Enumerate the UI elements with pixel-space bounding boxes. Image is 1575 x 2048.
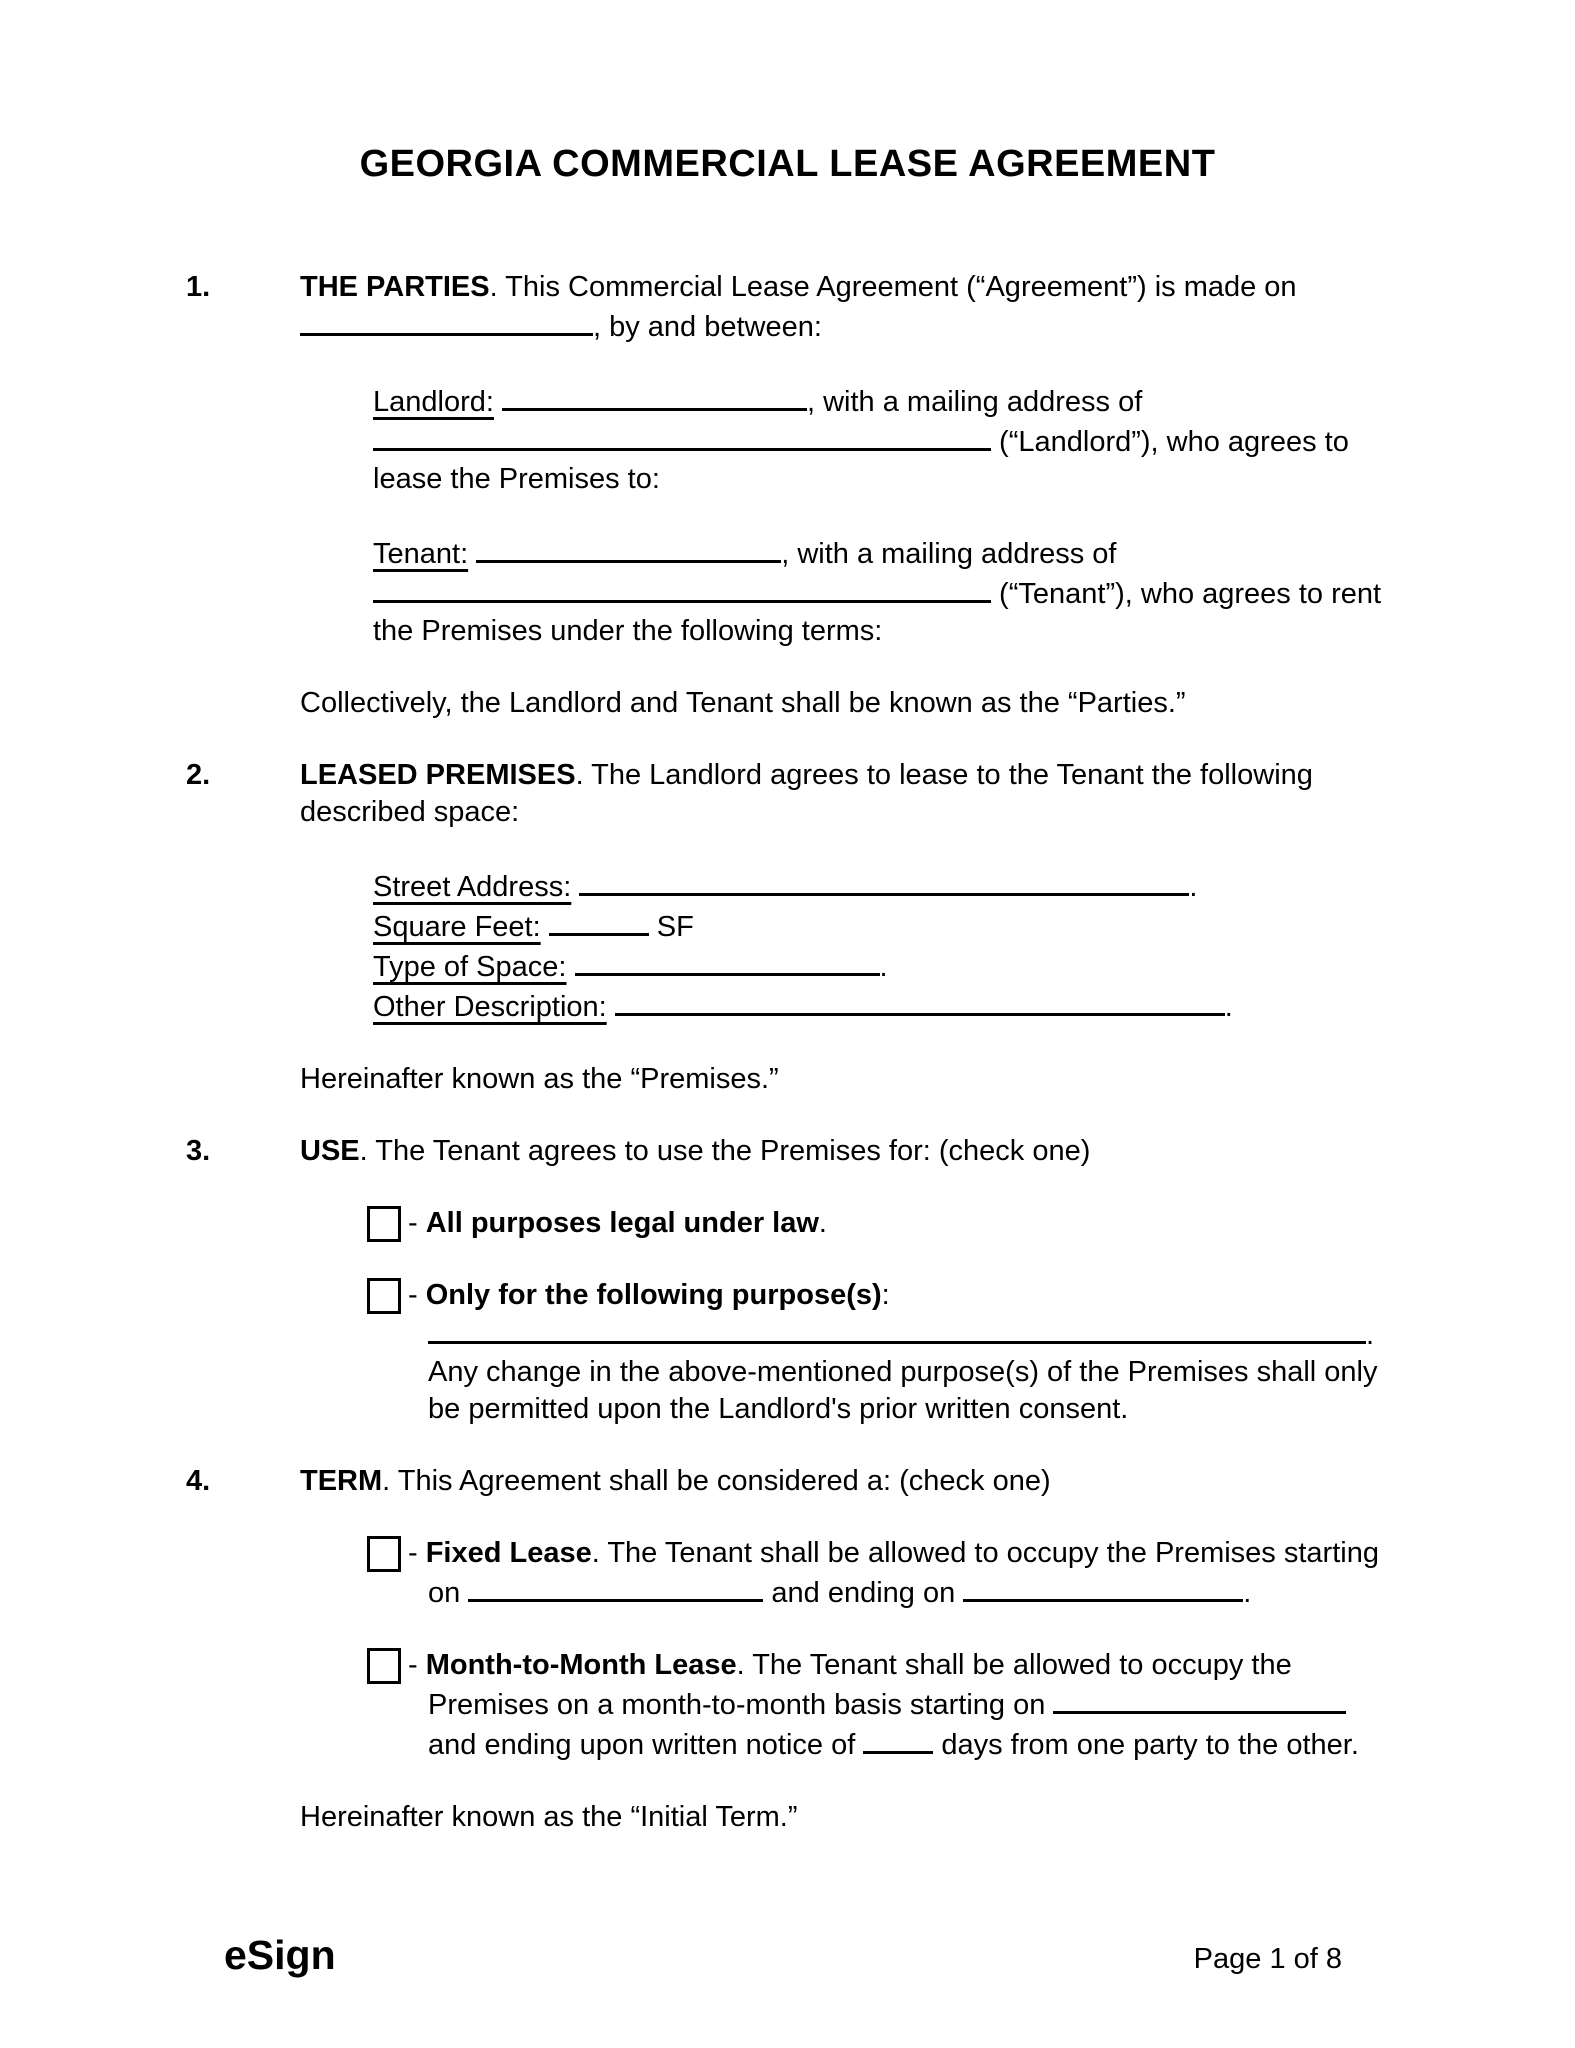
street-address-label: Street Address: (373, 871, 572, 903)
type-of-space-label: Type of Space: (373, 951, 567, 983)
landlord-text-1: , with a mailing address of (807, 386, 1143, 418)
all-purposes-label: All purposes legal under law (425, 1207, 819, 1239)
section-number: 4. (186, 1465, 211, 1497)
section-leased-premises-text (300, 757, 1390, 831)
all-purposes-suffix: . (818, 1207, 827, 1239)
fixed-lease-checkbox[interactable] (367, 1536, 401, 1572)
landlord-block (373, 381, 1390, 498)
type-of-space-blank[interactable] (575, 946, 880, 976)
esign-logo: eSign (224, 1932, 336, 1978)
type-of-space-row (373, 946, 1390, 986)
term-option-fixed-lease (408, 1535, 1390, 1612)
tenant-text-1: , with a mailing address of (781, 538, 1117, 570)
page-indicator: Page 1 of 8 (1193, 1943, 1342, 1975)
other-description-label: Other Description: (373, 991, 607, 1023)
tenant-text-2: (“Tenant”), who agrees to rent the Premises under the following terms: (373, 578, 1382, 647)
purposes-change-note: Any change in the above-mentioned purpose(s) of the Premises shall only be permitted upon the Landlord's prior written consent. (428, 1356, 1378, 1425)
street-address-suffix: . (1189, 871, 1198, 903)
document-content (186, 269, 1390, 1871)
term-option-month-to-month (408, 1647, 1390, 1764)
section-term-text (300, 1463, 1390, 1500)
section-heading: THE PARTIES (300, 271, 490, 303)
fixed-start-date-blank[interactable] (468, 1572, 763, 1602)
initial-term-known-as: Hereinafter known as the “Initial Term.” (300, 1801, 798, 1833)
option-dash: - (408, 1207, 426, 1239)
tenant-name-blank[interactable] (476, 533, 781, 563)
square-feet-label: Square Feet: (373, 911, 541, 943)
option-dash: - (408, 1279, 426, 1311)
tenant-label: Tenant: (373, 538, 469, 570)
premises-known-as: Hereinafter known as the “Premises.” (300, 1063, 779, 1095)
parties-intro-tail: , by and between: (593, 311, 822, 343)
section-parties (186, 269, 1390, 346)
purposes-blank[interactable] (428, 1314, 1366, 1344)
section-number: 1. (186, 271, 211, 303)
other-description-blank[interactable] (615, 986, 1225, 1016)
all-purposes-checkbox[interactable] (367, 1206, 401, 1242)
square-feet-row (373, 906, 1390, 946)
section-number: 3. (186, 1135, 211, 1167)
section-term (186, 1463, 1390, 1500)
tenant-address-blank[interactable] (373, 573, 991, 603)
section-heading: USE (300, 1135, 360, 1167)
street-address-row (373, 866, 1390, 906)
street-address-blank[interactable] (579, 866, 1189, 896)
parties-collectively: Collectively, the Landlord and Tenant shall be known as the “Parties.” (300, 687, 1186, 719)
leased-premises-intro: . The Landlord agrees to lease to the Tenant the following described space: (300, 759, 1313, 828)
fixed-lease-text-3: . (1243, 1577, 1252, 1609)
specific-purposes-colon: : (881, 1279, 890, 1311)
square-feet-blank[interactable] (549, 906, 649, 936)
fixed-lease-text-1: . The Tenant shall be allowed to occupy the Premises starting on (428, 1537, 1379, 1609)
section-use-text (300, 1133, 1390, 1170)
section-parties-text (300, 269, 1390, 346)
section-heading: TERM (300, 1465, 383, 1497)
fixed-lease-text-2: and ending on (763, 1577, 964, 1609)
agreement-date-blank[interactable] (300, 306, 593, 336)
purposes-blank-suffix: . (1366, 1319, 1375, 1351)
term-intro: . This Agreement shall be considered a: (check one) (382, 1465, 1051, 1497)
tenant-block (373, 533, 1390, 650)
other-description-suffix: . (1224, 991, 1233, 1023)
fixed-end-date-blank[interactable] (963, 1572, 1243, 1602)
square-feet-suffix: SF (648, 911, 694, 943)
month-to-month-text-1: . The Tenant shall be allowed to occupy the Premises on a month-to-month basis starting on (428, 1649, 1292, 1721)
premises-description-block (373, 866, 1390, 1026)
landlord-label: Landlord: (373, 386, 494, 418)
option-dash: - (408, 1649, 426, 1681)
month-to-month-label: Month-to-Month Lease (425, 1649, 737, 1681)
landlord-name-blank[interactable] (502, 381, 807, 411)
month-to-month-text-2: and ending upon written notice of (428, 1729, 864, 1761)
specific-purposes-checkbox[interactable] (367, 1278, 401, 1314)
section-heading: LEASED PREMISES (300, 759, 576, 791)
other-description-row (373, 986, 1390, 1026)
use-intro: . The Tenant agrees to use the Premises for: (check one) (359, 1135, 1091, 1167)
use-option-specific-purposes (408, 1277, 1390, 1428)
option-dash: - (408, 1537, 426, 1569)
m2m-start-date-blank[interactable] (1053, 1684, 1346, 1714)
use-option-all-purposes (408, 1205, 1390, 1242)
section-number: 2. (186, 759, 211, 791)
document-title: GEORGIA COMMERCIAL LEASE AGREEMENT (359, 143, 1216, 185)
month-to-month-checkbox[interactable] (367, 1648, 401, 1684)
parties-intro-text: . This Commercial Lease Agreement (“Agreement”) is made on (489, 271, 1297, 303)
fixed-lease-label: Fixed Lease (425, 1537, 592, 1569)
landlord-text-2: (“Landlord”), who agrees to lease the Premises to: (373, 426, 1349, 495)
m2m-notice-days-blank[interactable] (863, 1724, 933, 1754)
type-of-space-suffix: . (879, 951, 888, 983)
section-leased-premises (186, 757, 1390, 831)
specific-purposes-label: Only for the following purpose(s) (425, 1279, 882, 1311)
section-use (186, 1133, 1390, 1170)
landlord-address-blank[interactable] (373, 421, 991, 451)
month-to-month-text-3: days from one party to the other. (933, 1729, 1359, 1761)
